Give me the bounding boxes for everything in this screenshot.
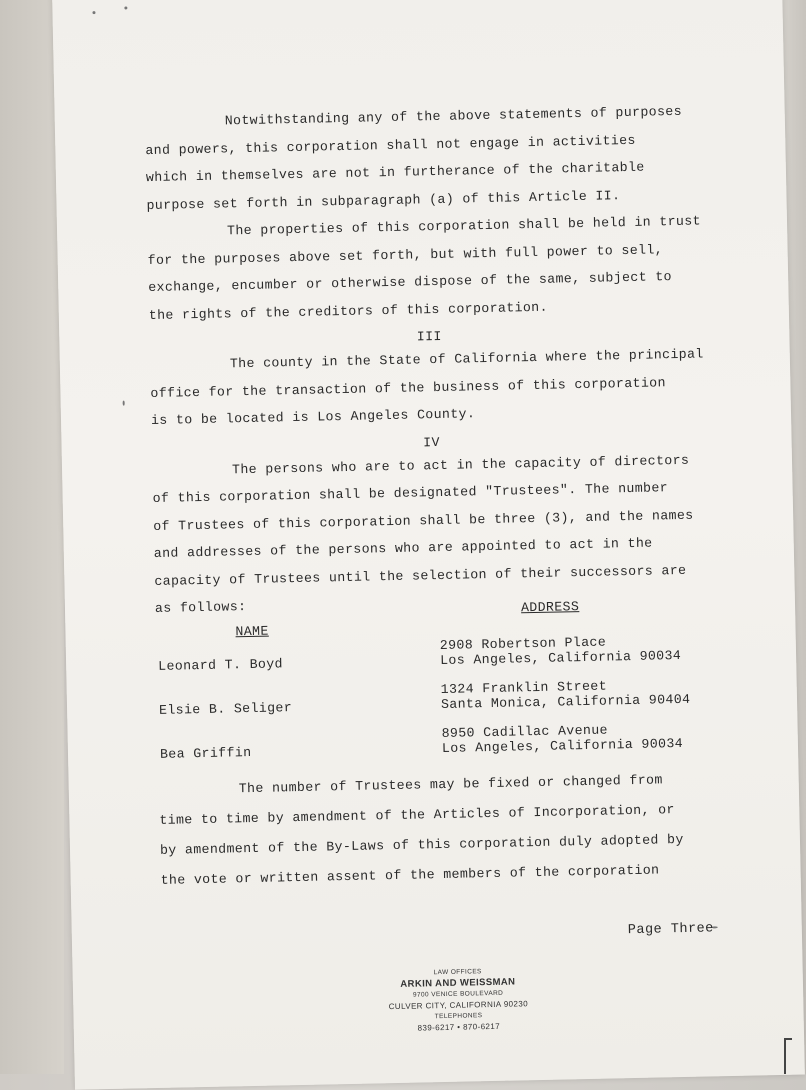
- address-line: 8950 Cadillac Avenue: [441, 722, 609, 742]
- text-line: The county in the State of California where the principal: [229, 346, 704, 372]
- text-line: and powers, this corporation shall not engage in activities: [145, 132, 636, 158]
- speck: [124, 6, 127, 9]
- article-heading: III: [416, 328, 442, 345]
- text-line: for the purposes above set forth, but with full power to sell,: [147, 241, 664, 268]
- document-page: [52, 0, 805, 1090]
- desk-surface-left: [0, 0, 64, 1074]
- text-line: office for the transaction of the business of this corporation: [150, 374, 666, 401]
- address-line: Santa Monica, California 90404: [440, 691, 691, 713]
- text-line: the vote or written assent of the members of the corporation: [160, 862, 660, 888]
- page-number: Page Three: [627, 921, 714, 939]
- firm-name: ARKIN AND WEISSMAN: [400, 976, 516, 990]
- text-line: and addresses of the persons who are appointed to act in the: [153, 535, 653, 561]
- firm-city: CULVER CITY, CALIFORNIA 90230: [388, 999, 529, 1012]
- footer-heading: LAW OFFICES: [433, 968, 482, 977]
- closing-text: [158, 764, 720, 896]
- text-line: as follows:: [154, 599, 247, 616]
- speck: [92, 11, 95, 14]
- name-column-header: NAME: [235, 623, 269, 640]
- address-line: Los Angeles, California 90034: [439, 647, 682, 669]
- firm-street: 9700 VENICE BOULEVARD: [412, 989, 504, 999]
- text-line: which in themselves are not in furtherance of the charitable: [145, 159, 645, 186]
- address-line: 1324 Franklin Street: [440, 678, 608, 698]
- trustee-name: Bea Griffin: [159, 744, 252, 762]
- law-office-footer: [363, 965, 554, 1035]
- text-line: The persons who are to act in the capacity of directors: [231, 452, 690, 477]
- text-line: Notwithstanding any of the above statements of purposes: [224, 103, 683, 129]
- speck: [123, 401, 125, 406]
- text-line: time to time by amendment of the Articles of Incorporation, or: [159, 802, 675, 828]
- text-line: by amendment of the By-Laws of this corporation duly adopted by: [159, 831, 684, 858]
- firm-phones: 839-6217 • 870-6217: [417, 1021, 501, 1033]
- telephone-label: TELEPHONES: [434, 1012, 483, 1021]
- text-line: is to be located is Los Angeles County.: [150, 406, 476, 429]
- text-line: The number of Trustees may be fixed or changed from: [238, 772, 663, 797]
- address-line: Los Angeles, California 90034: [441, 735, 684, 756]
- text-line: The properties of this corporation shall be held in trust: [226, 213, 702, 239]
- body-text: [144, 96, 715, 621]
- text-line: of Trustees of this corporation shall be three (3), and the names: [153, 507, 694, 534]
- trustee-name: Leonard T. Boyd: [158, 656, 284, 674]
- trustee-address: [440, 633, 682, 668]
- text-line: of this corporation shall be designated "Trustees". The number: [152, 480, 669, 507]
- trustee-address: [441, 677, 691, 712]
- binder-clip-edge: [784, 1038, 792, 1074]
- text-line: the rights of the creditors of this corporation.: [148, 299, 548, 323]
- trustee-name: Elsie B. Seliger: [158, 700, 293, 718]
- text-line: capacity of Trustees until the selection of their successors are: [154, 562, 687, 589]
- address-line: 2908 Robertson Place: [439, 634, 607, 654]
- trustees-table: [157, 599, 720, 762]
- text-line: exchange, encumber or otherwise dispose of the same, subject to: [148, 269, 673, 296]
- article-heading: IV: [423, 434, 441, 450]
- trustee-address: [441, 721, 683, 756]
- text-line: purpose set forth in subparagraph (a) of this Article II.: [146, 187, 621, 213]
- address-column-header: ADDRESS: [520, 599, 580, 616]
